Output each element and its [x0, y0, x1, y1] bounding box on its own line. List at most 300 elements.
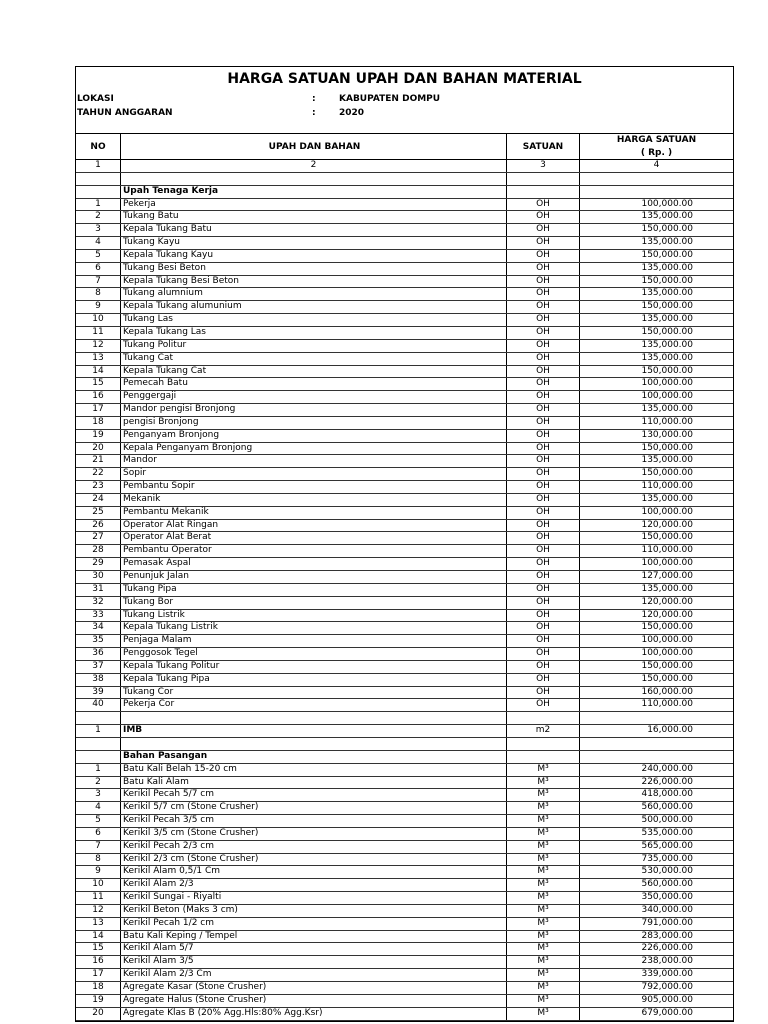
blank-row [76, 712, 733, 725]
column-number: 4 [653, 160, 660, 170]
row-item-name: Kerikil Alam 0,5/1 Cm [121, 866, 507, 878]
row-price: 135,000.00 [641, 237, 693, 248]
row-item-name: Kerikil Alam 5/7 [121, 943, 507, 955]
row-price: 135,000.00 [641, 583, 693, 594]
row-price: 340,000.00 [641, 904, 693, 915]
table-row [76, 866, 733, 879]
empty-cell [121, 738, 507, 750]
table-row [76, 584, 733, 597]
row-item-name: Penggergaji [121, 391, 507, 403]
row-number: 9 [76, 301, 121, 313]
row-number: 10 [76, 314, 121, 326]
row-unit: M³ [507, 918, 580, 930]
row-unit: OH [507, 199, 580, 211]
table-row [76, 417, 733, 430]
row-price: 418,000.00 [641, 789, 693, 800]
row-item-name: Kepala Tukang alumunium [121, 301, 507, 313]
table-row [76, 969, 733, 982]
row-item-name: Tukang Las [121, 314, 507, 326]
row-number: 18 [76, 417, 121, 429]
row-number: 13 [76, 353, 121, 365]
row-price: 100,000.00 [641, 635, 693, 646]
row-unit: OH [507, 366, 580, 378]
row-item-name: Kerikil 2/3 cm (Stone Crusher) [121, 854, 507, 866]
row-item-name: Agregate Klas B (20% Agg.Hls:80% Agg.Ksr) [121, 1008, 507, 1020]
table-row [76, 828, 733, 841]
header-price-label: HARGA SATUAN [616, 135, 697, 145]
row-unit: M³ [507, 905, 580, 917]
row-unit: OH [507, 507, 580, 519]
row-unit: OH [507, 558, 580, 570]
row-number: 15 [76, 943, 121, 955]
row-unit: OH [507, 443, 580, 455]
row-price: 100,000.00 [641, 648, 693, 659]
row-unit: OH [507, 404, 580, 416]
table-row [76, 327, 733, 340]
row-number: 36 [76, 648, 121, 660]
row-price: 150,000.00 [641, 468, 693, 479]
row-unit: M³ [507, 764, 580, 776]
row-price: 679,000.00 [641, 1007, 693, 1018]
row-item-name: Tukang Kayu [121, 237, 507, 249]
row-item-name: Pekerja Cor [121, 699, 507, 711]
row-unit: OH [507, 481, 580, 493]
row-number: 19 [76, 995, 121, 1007]
table-row [76, 777, 733, 790]
row-number: 27 [76, 532, 121, 544]
row-item-name: Pembantu Sopir [121, 481, 507, 493]
row-number: 32 [76, 597, 121, 609]
row-item-name: Tukang alumnium [121, 288, 507, 300]
row-number: 13 [76, 918, 121, 930]
table-row [76, 571, 733, 584]
table-row [76, 597, 733, 610]
row-price: 150,000.00 [641, 660, 693, 671]
row-price: 240,000.00 [641, 763, 693, 774]
table-row [76, 635, 733, 648]
row-item-name: Pemecah Batu [121, 378, 507, 390]
row-item-name: Tukang Batu [121, 211, 507, 223]
row-price: 283,000.00 [641, 930, 693, 941]
row-item-name: pengisi Bronjong [121, 417, 507, 429]
row-item-name: Pekerja [121, 199, 507, 211]
row-unit: M³ [507, 789, 580, 801]
row-number: 22 [76, 468, 121, 480]
row-item-name: Tukang Listrik [121, 610, 507, 622]
row-price: 150,000.00 [641, 301, 693, 312]
row-number: 30 [76, 571, 121, 583]
table-row [76, 764, 733, 777]
row-number: 33 [76, 610, 121, 622]
row-unit: OH [507, 391, 580, 403]
row-price: 226,000.00 [641, 776, 693, 787]
row-item-name: Kerikil Sungai - Riyalti [121, 892, 507, 904]
table-row [76, 622, 733, 635]
tahun-anggaran-label: TAHUN ANGGARAN [77, 108, 173, 118]
row-item-name: Kerikil Pecah 2/3 cm [121, 841, 507, 853]
blank-row [76, 173, 733, 186]
row-price: 905,000.00 [641, 994, 693, 1005]
lokasi-label: LOKASI [77, 94, 114, 104]
row-price: 150,000.00 [641, 224, 693, 235]
table-row [76, 468, 733, 481]
row-unit: OH [507, 327, 580, 339]
row-number: 5 [76, 250, 121, 262]
row-unit: OH [507, 532, 580, 544]
row-item-name: Mandor [121, 455, 507, 467]
table-row [76, 943, 733, 956]
row-number: 8 [76, 288, 121, 300]
row-item-name: Tukang Politur [121, 340, 507, 352]
table-row [76, 699, 733, 712]
row-unit: OH [507, 340, 580, 352]
lokasi-separator: : [312, 94, 316, 104]
row-price: 100,000.00 [641, 391, 693, 402]
table-row [76, 661, 733, 674]
table-row [76, 353, 733, 366]
row-price: 130,000.00 [641, 429, 693, 440]
tahun-anggaran-separator: : [312, 108, 316, 118]
row-price: 535,000.00 [641, 827, 693, 838]
row-unit: M³ [507, 854, 580, 866]
row-item-name: Operator Alat Ringan [121, 520, 507, 532]
row-unit: OH [507, 597, 580, 609]
row-unit: M³ [507, 969, 580, 981]
row-price: 127,000.00 [641, 571, 693, 581]
table-row [76, 648, 733, 661]
row-price: 735,000.00 [641, 853, 693, 864]
row-unit: M³ [507, 841, 580, 853]
table-row [76, 301, 733, 314]
document-frame [75, 66, 734, 1022]
row-item-name: Kepala Tukang Politur [121, 661, 507, 673]
row-price: 100,000.00 [641, 378, 693, 389]
section-heading-row [76, 186, 733, 199]
empty-cell [507, 751, 580, 763]
table-row [76, 610, 733, 623]
row-unit: OH [507, 417, 580, 429]
row-number: 29 [76, 558, 121, 570]
row-item-name: Kepala Tukang Batu [121, 224, 507, 236]
row-price: 565,000.00 [641, 840, 693, 851]
table-row [76, 237, 733, 250]
row-unit: OH [507, 699, 580, 711]
row-number: 24 [76, 494, 121, 506]
row-item-name: Sopir [121, 468, 507, 480]
row-price: 120,000.00 [641, 519, 693, 530]
table-row [76, 366, 733, 379]
row-item-name: Kerikil Pecah 1/2 cm [121, 918, 507, 930]
column-number: 1 [76, 160, 121, 172]
header-price-currency: ( Rp. ) [640, 148, 673, 158]
table-row [76, 224, 733, 237]
row-number: 20 [76, 443, 121, 455]
row-number: 38 [76, 674, 121, 686]
table-row [76, 455, 733, 468]
empty-cell [507, 173, 580, 185]
table-row [76, 892, 733, 905]
row-number: 10 [76, 879, 121, 891]
row-number: 40 [76, 699, 121, 711]
row-number: 15 [76, 378, 121, 390]
table-row [76, 443, 733, 456]
row-item-name: Mandor pengisi Bronjong [121, 404, 507, 416]
row-price: 530,000.00 [641, 866, 693, 877]
table-row [76, 674, 733, 687]
row-unit: OH [507, 276, 580, 288]
row-unit: OH [507, 224, 580, 236]
row-item-name: Kerikil Pecah 5/7 cm [121, 789, 507, 801]
row-item-name: Pembantu Operator [121, 545, 507, 557]
row-price: 16,000.00 [647, 725, 693, 736]
row-price: 160,000.00 [641, 686, 693, 697]
row-item-name: Tukang Pipa [121, 584, 507, 596]
row-number: 34 [76, 622, 121, 634]
row-item-name: Batu Kali Alam [121, 777, 507, 789]
row-number: 14 [76, 366, 121, 378]
row-item-name: Batu Kali Keping / Tempel [121, 931, 507, 943]
row-number: 14 [76, 931, 121, 943]
row-item-name: Agregate Kasar (Stone Crusher) [121, 982, 507, 994]
header-no-label: NO [90, 141, 106, 152]
table-row [76, 199, 733, 212]
empty-cell [76, 751, 121, 763]
row-item-name: Kepala Tukang Cat [121, 366, 507, 378]
row-price: 500,000.00 [641, 815, 693, 826]
page-title: HARGA SATUAN UPAH DAN BAHAN MATERIAL [227, 71, 582, 87]
row-number: 25 [76, 507, 121, 519]
row-unit: OH [507, 648, 580, 660]
price-table [76, 133, 733, 1021]
row-item-name: Kerikil 3/5 cm (Stone Crusher) [121, 828, 507, 840]
table-row [76, 956, 733, 969]
row-item-name: IMB [121, 725, 507, 737]
row-unit: M³ [507, 802, 580, 814]
row-item-name: Kerikil Alam 3/5 [121, 956, 507, 968]
row-price: 560,000.00 [641, 879, 693, 890]
row-number: 26 [76, 520, 121, 532]
empty-cell [507, 712, 580, 724]
row-unit: OH [507, 288, 580, 300]
row-number: 37 [76, 661, 121, 673]
row-number: 28 [76, 545, 121, 557]
row-unit: M³ [507, 931, 580, 943]
header-unit-label: SATUAN [522, 141, 564, 152]
row-price: 135,000.00 [641, 262, 693, 273]
row-item-name: Kerikil Beton (Maks 3 cm) [121, 905, 507, 917]
table-row [76, 995, 733, 1008]
empty-cell [76, 738, 121, 750]
row-number: 11 [76, 327, 121, 339]
row-item-name: Agregate Halus (Stone Crusher) [121, 995, 507, 1007]
row-unit: OH [507, 353, 580, 365]
row-unit: M³ [507, 982, 580, 994]
row-price: 110,000.00 [641, 699, 693, 710]
row-price: 791,000.00 [641, 917, 693, 928]
row-unit: OH [507, 250, 580, 262]
bahan-item-list [76, 764, 733, 1021]
row-item-name: Kepala Tukang Listrik [121, 622, 507, 634]
row-price: 135,000.00 [641, 339, 693, 350]
row-unit: OH [507, 674, 580, 686]
row-price: 100,000.00 [641, 198, 693, 209]
row-unit: M³ [507, 866, 580, 878]
section-heading-row [76, 751, 733, 764]
empty-cell [76, 186, 121, 198]
table-row [76, 905, 733, 918]
table-row [76, 250, 733, 263]
row-number: 2 [76, 777, 121, 789]
table-row [76, 879, 733, 892]
row-price: 150,000.00 [641, 275, 693, 286]
row-number: 6 [76, 263, 121, 275]
row-number: 35 [76, 635, 121, 647]
row-price: 238,000.00 [641, 956, 693, 967]
row-price: 150,000.00 [641, 622, 693, 633]
row-item-name: Operator Alat Berat [121, 532, 507, 544]
row-unit: M³ [507, 892, 580, 904]
empty-cell [507, 186, 580, 198]
table-row [76, 687, 733, 700]
row-item-name: Kerikil Pecah 3/5 cm [121, 815, 507, 827]
row-price: 135,000.00 [641, 314, 693, 325]
row-unit: OH [507, 494, 580, 506]
table-row [76, 481, 733, 494]
row-price: 110,000.00 [641, 416, 693, 427]
column-number-row [76, 160, 733, 173]
empty-cell [580, 173, 733, 185]
row-item-name: Tukang Cor [121, 687, 507, 699]
row-unit: OH [507, 263, 580, 275]
row-number: 7 [76, 841, 121, 853]
row-number: 31 [76, 584, 121, 596]
empty-cell [121, 173, 507, 185]
empty-cell [580, 712, 733, 724]
row-price: 135,000.00 [641, 404, 693, 415]
row-unit: OH [507, 571, 580, 583]
table-row [76, 404, 733, 417]
row-unit: OH [507, 211, 580, 223]
table-row [76, 520, 733, 533]
header-no [76, 134, 121, 159]
table-row [76, 340, 733, 353]
row-price: 150,000.00 [641, 673, 693, 684]
row-item-name: Kepala Tukang Besi Beton [121, 276, 507, 288]
table-row-imb [76, 725, 733, 738]
row-number: 1 [76, 725, 121, 737]
row-number: 18 [76, 982, 121, 994]
row-unit: M³ [507, 777, 580, 789]
row-unit: OH [507, 545, 580, 557]
row-unit: OH [507, 520, 580, 532]
row-price: 560,000.00 [641, 802, 693, 813]
row-number: 6 [76, 828, 121, 840]
section-heading-bahan: Bahan Pasangan [121, 751, 507, 763]
table-row [76, 789, 733, 802]
row-item-name: Pembantu Mekanik [121, 507, 507, 519]
row-price: 150,000.00 [641, 326, 693, 337]
empty-cell [76, 712, 121, 724]
row-unit: M³ [507, 956, 580, 968]
row-unit: m2 [507, 725, 580, 737]
header-unit [507, 134, 580, 159]
table-row [76, 430, 733, 443]
row-number: 39 [76, 687, 121, 699]
row-price: 135,000.00 [641, 288, 693, 299]
table-row [76, 802, 733, 815]
row-price: 135,000.00 [641, 455, 693, 466]
upah-item-list [76, 199, 733, 713]
row-item-name: Kepala Penganyam Bronjong [121, 443, 507, 455]
row-unit: OH [507, 622, 580, 634]
table-row [76, 378, 733, 391]
row-unit: M³ [507, 1008, 580, 1020]
empty-cell [580, 186, 733, 198]
row-number: 23 [76, 481, 121, 493]
table-row [76, 982, 733, 995]
table-header-row [76, 133, 733, 160]
row-unit: OH [507, 468, 580, 480]
row-price: 100,000.00 [641, 558, 693, 569]
row-unit: OH [507, 687, 580, 699]
row-price: 120,000.00 [641, 609, 693, 620]
row-price: 150,000.00 [641, 532, 693, 543]
row-price: 100,000.00 [641, 506, 693, 517]
row-unit: OH [507, 584, 580, 596]
table-row [76, 263, 733, 276]
header-item-label: UPAH DAN BAHAN [268, 141, 361, 152]
row-item-name: Kepala Tukang Pipa [121, 674, 507, 686]
empty-cell [121, 712, 507, 724]
table-row [76, 276, 733, 289]
row-price: 350,000.00 [641, 892, 693, 903]
row-item-name: Batu Kali Belah 15-20 cm [121, 764, 507, 776]
row-item-name: Mekanik [121, 494, 507, 506]
row-item-name: Tukang Besi Beton [121, 263, 507, 275]
row-number: 20 [76, 1008, 121, 1020]
row-number: 3 [76, 789, 121, 801]
row-unit: OH [507, 455, 580, 467]
row-number: 12 [76, 340, 121, 352]
row-unit: M³ [507, 995, 580, 1007]
row-number: 17 [76, 969, 121, 981]
empty-cell [580, 751, 733, 763]
table-row [76, 211, 733, 224]
column-number: 3 [507, 160, 580, 172]
row-unit: OH [507, 661, 580, 673]
row-unit: OH [507, 635, 580, 647]
table-row [76, 288, 733, 301]
row-unit: OH [507, 610, 580, 622]
row-unit: OH [507, 430, 580, 442]
header-item [121, 134, 507, 159]
row-item-name: Penganyam Bronjong [121, 430, 507, 442]
row-price: 339,000.00 [641, 969, 693, 980]
row-number: 16 [76, 391, 121, 403]
row-price: 226,000.00 [641, 943, 693, 954]
row-unit: OH [507, 301, 580, 313]
table-row [76, 854, 733, 867]
lokasi-value: KABUPATEN DOMPU [339, 94, 441, 104]
row-unit: M³ [507, 879, 580, 891]
table-row [76, 545, 733, 558]
row-price: 150,000.00 [641, 365, 693, 376]
empty-cell [76, 173, 121, 185]
table-row [76, 494, 733, 507]
row-item-name: Pemasak Aspal [121, 558, 507, 570]
table-row [76, 815, 733, 828]
row-number: 3 [76, 224, 121, 236]
